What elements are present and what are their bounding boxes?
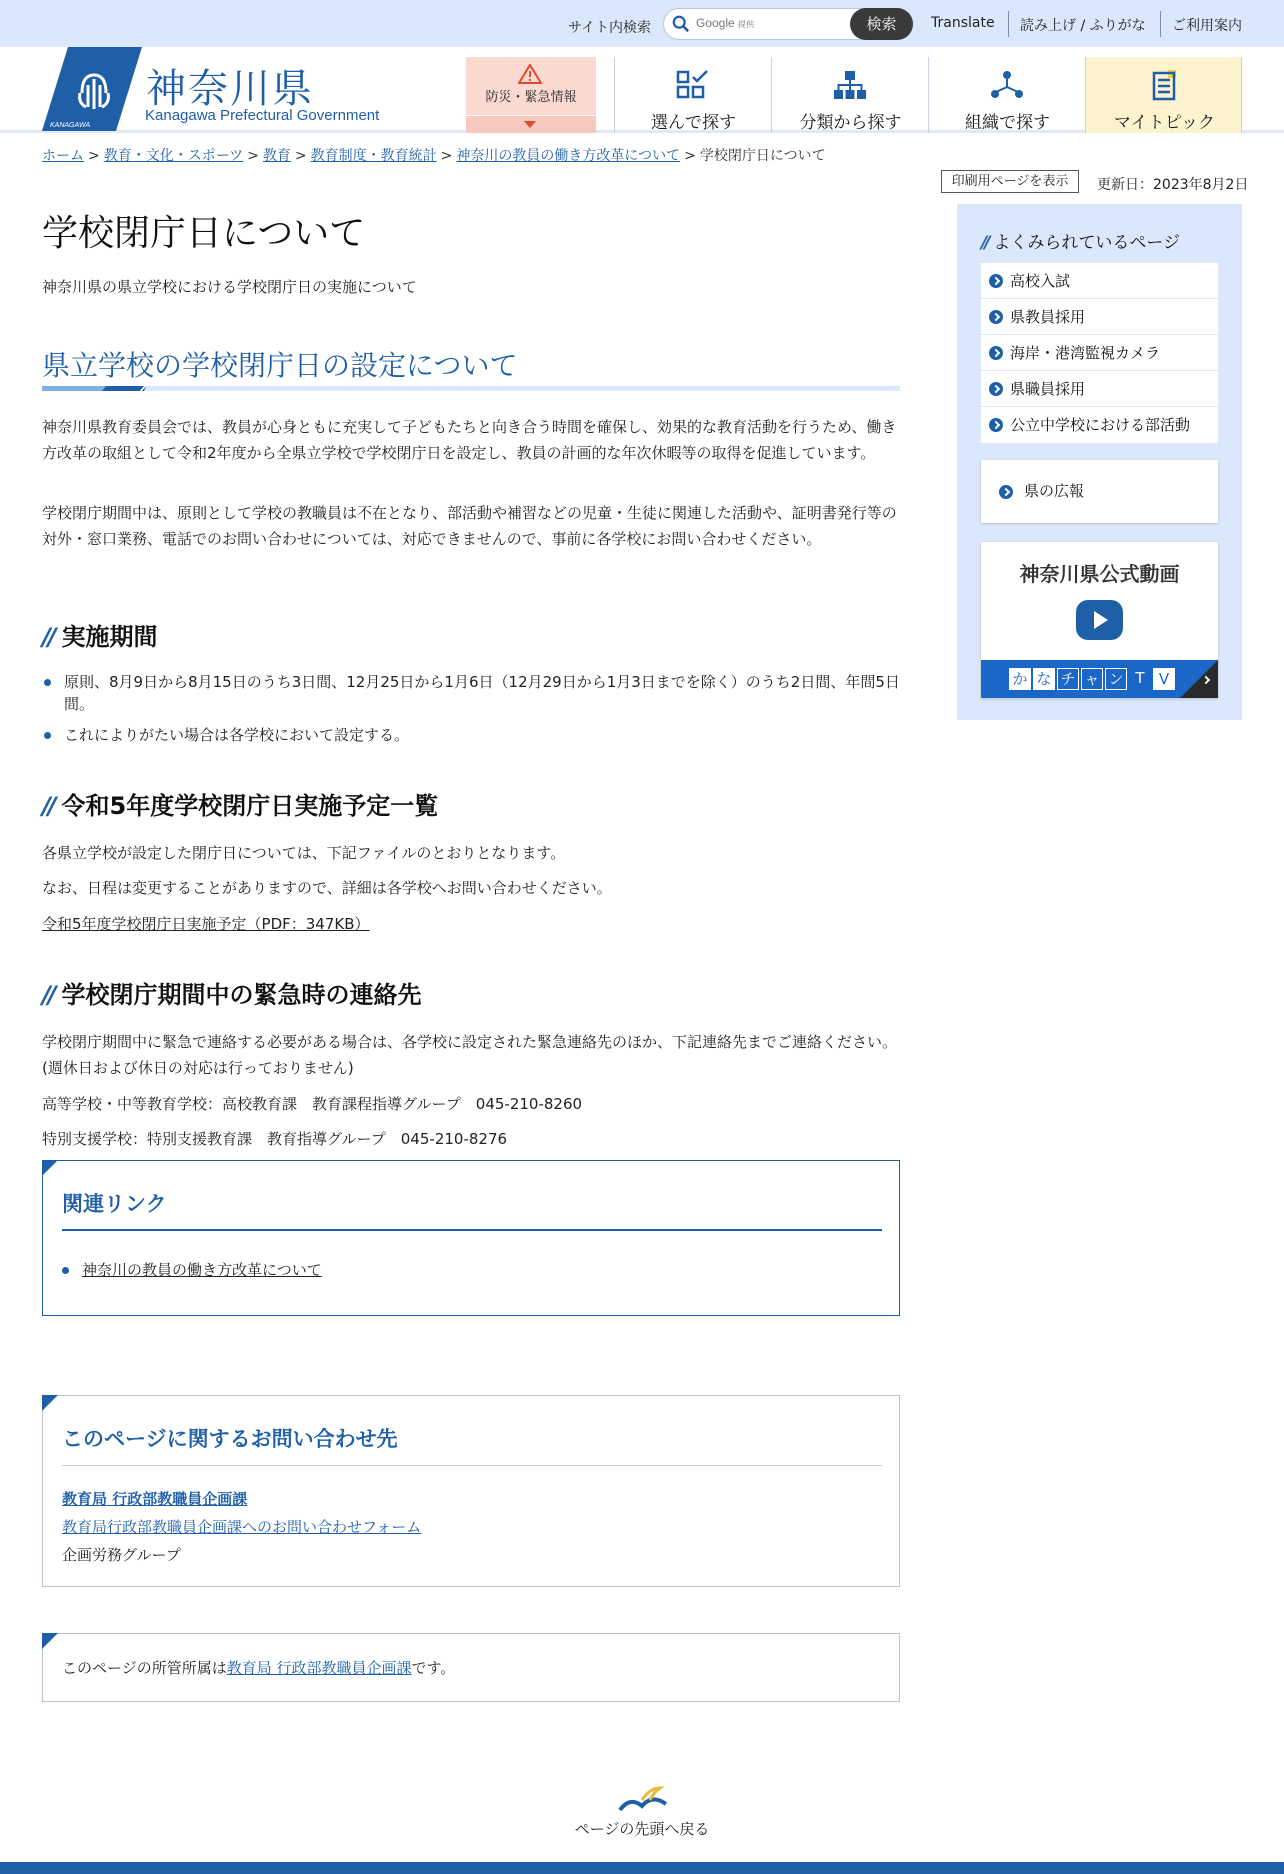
- checklist-icon: [675, 69, 711, 101]
- owner-dept-link[interactable]: 教育局 行政部教職員企画課: [226, 1659, 412, 1677]
- corner-mark: [42, 1633, 58, 1649]
- nav-label: 分類から探す: [799, 113, 902, 133]
- subsection-heading-contact: // 学校閉庁期間中の緊急時の連絡先: [42, 981, 422, 1009]
- updated-date: 更新日：2023年8月2日: [1097, 177, 1249, 193]
- footer-bar: [0, 1862, 1284, 1874]
- kana-channel-tv-logo: か な チ ャ ン T V: [1009, 668, 1177, 690]
- breadcrumb-separator: >: [294, 148, 307, 164]
- owner-text: このページの所管所属は教育局 行政部教職員企画課です。: [62, 1659, 456, 1677]
- nav-organization-search[interactable]: [928, 57, 1085, 133]
- corner-mark: [42, 1160, 58, 1176]
- emergency-info-label: 防災・緊急情報: [485, 90, 577, 105]
- breadcrumb-current: 学校閉庁日について: [699, 148, 826, 164]
- hierarchy-icon: [832, 69, 868, 101]
- contact-special-school: 特別支援学校：特別支援教育課 教育指導グループ 045-210-8276: [42, 1130, 508, 1148]
- site-search-label: サイト内検索: [568, 20, 652, 36]
- breadcrumb-separator: >: [88, 148, 100, 164]
- divider: [62, 1229, 882, 1231]
- popular-page-item[interactable]: 県職員採用: [981, 371, 1218, 407]
- nav-label: 選んで探す: [651, 113, 736, 133]
- popular-pages-list: [981, 263, 1218, 443]
- schedule-pdf-link[interactable]: 令和5年度学校閉庁日実施予定（PDF：347KB）: [42, 915, 370, 933]
- breadcrumb-link-home[interactable]: ホーム: [42, 148, 84, 164]
- inquiry-group: 企画労務グループ: [62, 1546, 181, 1564]
- chevron-right-icon: [989, 382, 1003, 396]
- breadcrumb-link-education-system[interactable]: 教育制度・教育統計: [310, 148, 437, 164]
- video-banner-title: 神奈川県公式動画: [1019, 562, 1180, 586]
- organization-icon: [989, 69, 1025, 101]
- nav-label: 組織で探す: [965, 113, 1050, 133]
- read-aloud-link[interactable]: 読み上げ / ふりがな: [1020, 18, 1146, 34]
- popular-page-item[interactable]: 県教員採用: [981, 299, 1218, 335]
- chevron-right-icon: [989, 418, 1003, 432]
- breadcrumb-separator: >: [440, 148, 453, 164]
- seagull-icon: [612, 1780, 672, 1816]
- breadcrumb-separator: >: [247, 148, 259, 164]
- emergency-expand[interactable]: [466, 115, 596, 133]
- owner-box: [42, 1633, 900, 1702]
- official-video-banner[interactable]: [981, 542, 1218, 698]
- related-link[interactable]: 神奈川の教員の働き方改革について: [82, 1259, 842, 1281]
- heading-underline: [42, 386, 900, 392]
- breadcrumb-separator: >: [684, 148, 696, 164]
- contact-high-school: 高等学校・中等教育学校：高校教育課 教育課程指導グループ 045-210-8260: [42, 1095, 583, 1113]
- page-title: 学校閉庁日について: [42, 213, 366, 254]
- chevron-right-icon: [999, 485, 1013, 499]
- guide-link[interactable]: ご利用案内: [1172, 18, 1242, 34]
- section-heading: 県立学校の学校閉庁日の設定について: [42, 349, 518, 382]
- popular-page-item[interactable]: 海岸・港湾監視カメラ: [981, 335, 1218, 371]
- kanagawa-logo-mark[interactable]: [42, 47, 142, 131]
- play-icon: [1076, 600, 1123, 640]
- nav-select-search[interactable]: [614, 57, 771, 133]
- inquiry-box: [42, 1395, 900, 1587]
- print-view-button[interactable]: 印刷用ページを表示: [941, 170, 1079, 193]
- breadcrumb-link-education-culture-sports[interactable]: 教育・文化・スポーツ: [103, 148, 244, 164]
- search-icon: [672, 15, 690, 33]
- related-links-box: [42, 1160, 900, 1316]
- breadcrumb: [42, 145, 826, 165]
- nav-my-topic[interactable]: [1085, 57, 1242, 133]
- slash-icon: //: [42, 981, 54, 1009]
- popular-page-item[interactable]: 高校入試: [981, 263, 1218, 299]
- utility-bar: [0, 0, 1284, 47]
- nav-label: マイトピック: [1114, 113, 1215, 133]
- search-button[interactable]: 検索: [850, 8, 913, 40]
- slash-icon: //: [42, 623, 54, 651]
- list-item: これによりがたい場合は各学校において設定する。: [64, 724, 900, 746]
- schedule-text: 各県立学校が設定した閉庁日については、下記ファイルのとおりとなります。: [42, 844, 566, 862]
- chevron-right-icon: [989, 310, 1003, 324]
- translate-link[interactable]: Translate: [931, 15, 995, 31]
- document-icon: [1146, 69, 1182, 101]
- slash-icon: //: [42, 792, 54, 820]
- breadcrumb-link-education[interactable]: 教育: [262, 148, 291, 164]
- site-header: [0, 47, 1284, 133]
- chevron-right-icon: [989, 274, 1003, 288]
- prefecture-pr-link[interactable]: 県の広報: [981, 460, 1218, 523]
- chevron-right-icon: [989, 346, 1003, 360]
- list-item: 原則、8月9日から8月15日のうち3日間、12月25日から1月6日（12月29日から1月3日までを除く）のうち2日間、年間5日間。: [64, 673, 900, 713]
- back-to-top-label: ページの先頭へ戻る: [574, 1820, 710, 1838]
- breadcrumb-link-work-style-reform[interactable]: 神奈川の教員の働き方改革について: [456, 148, 681, 164]
- slash-icon: //: [981, 233, 988, 253]
- google-badge: Google 提供: [696, 16, 755, 30]
- divider: [62, 1465, 882, 1466]
- intro-paragraph: 神奈川県教育委員会では、教員が心身ともに充実して子どもたちと向き合う時間を確保し、効果的な教育活動を行うため、働き方改革の取組として令和2年度から全県立学校で学校閉庁日を設定し、教員の計画的な年次休暇等の取得を促進しています。: [42, 418, 897, 462]
- sidebar: [957, 204, 1242, 720]
- popular-pages-heading: // よくみられているページ: [981, 233, 1181, 253]
- inquiry-dept-link[interactable]: 教育局 行政部教職員企画課: [62, 1490, 248, 1508]
- warning-icon: [518, 64, 542, 84]
- subsection-heading-period: // 実施期間: [42, 623, 158, 651]
- chevron-down-icon: [524, 121, 536, 128]
- corner-mark: [42, 1395, 58, 1411]
- corner-mark: [1180, 660, 1218, 698]
- divider: [1008, 11, 1009, 37]
- kana-channel-tv-bar: [981, 660, 1218, 698]
- inquiry-heading: このページに関するお問い合わせ先: [62, 1427, 398, 1451]
- contact-paragraph: 学校閉庁期間中に緊急で連絡する必要がある場合は、各学校に設定された緊急連絡先のほか、下記連絡先までご連絡ください。(週休日および休日の対応は行っておりません): [42, 1033, 898, 1077]
- nav-category-search[interactable]: [771, 57, 928, 133]
- site-logo-subtitle[interactable]: Kanagawa Prefectural Government: [145, 107, 380, 124]
- inquiry-form-link[interactable]: 教育局行政部教職員企画課へのお問い合わせフォーム: [62, 1518, 422, 1536]
- svg-text:KANAGAWA: KANAGAWA: [50, 122, 91, 129]
- emergency-info-button[interactable]: [466, 57, 596, 133]
- divider: [1160, 11, 1161, 37]
- back-to-top-button[interactable]: [542, 1780, 742, 1839]
- schedule-note: なお、日程は変更することがありますので、詳細は各学校へお問い合わせください。: [42, 879, 612, 897]
- popular-page-item[interactable]: 公立中学校における部活動: [981, 407, 1218, 443]
- site-logo-title[interactable]: 神奈川県: [146, 66, 314, 112]
- related-links-heading: 関連リンク: [62, 1192, 167, 1216]
- page-summary: 神奈川県の県立学校における学校閉庁日の実施について: [42, 278, 417, 296]
- subsection-heading-schedule: // 令和5年度学校閉庁日実施予定一覧: [42, 792, 439, 820]
- closure-paragraph: 学校閉庁期間中は、原則として学校の教職員は不在となり、部活動や補習などの児童・生徒に関連した活動や、証明書発行等の対外・窓口業務、電話でのお問い合わせについては、対応できませんので、事前に各学校にお問い合わせください。: [42, 504, 897, 548]
